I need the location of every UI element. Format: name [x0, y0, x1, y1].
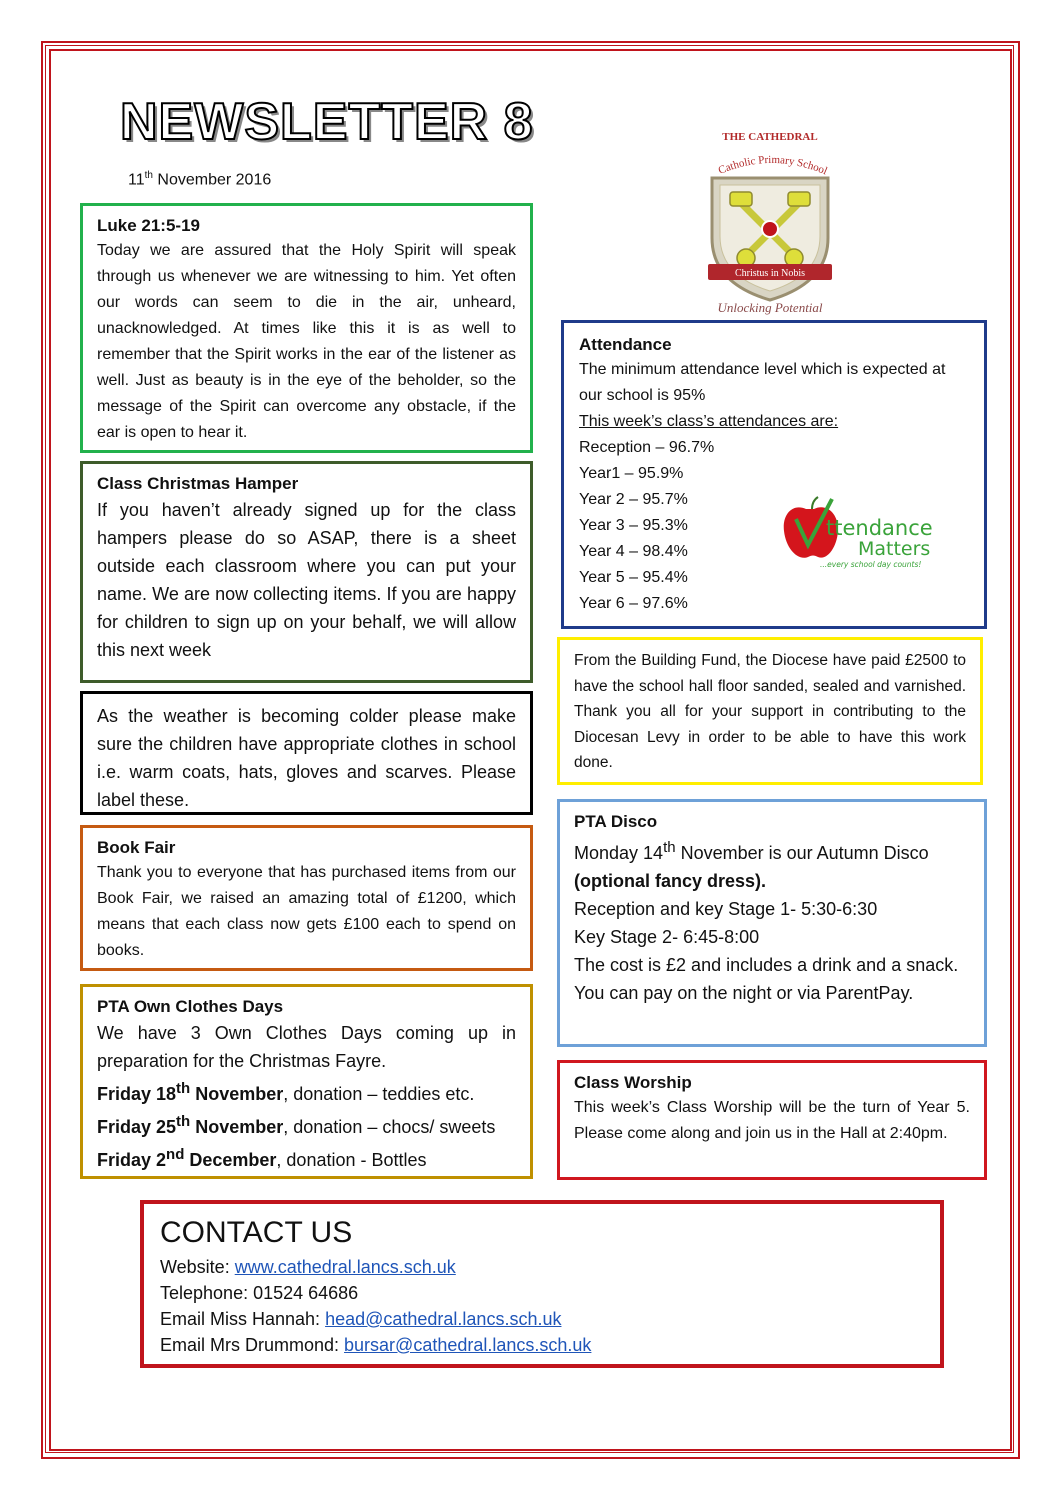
bursar-email-link[interactable]: bursar@cathedral.lancs.sch.uk	[344, 1335, 592, 1355]
attendance-logo-line2: Matters	[858, 538, 931, 560]
disco-line: (optional fancy dress).	[574, 871, 767, 891]
disco-line: Key Stage 2- 6:45-8:00	[574, 927, 760, 947]
luke-reading-box	[80, 203, 533, 453]
crest-banner-text: Christus in Nobis	[734, 268, 806, 279]
contact-box	[140, 1200, 944, 1368]
newsletter-date: 11th November 2016	[128, 170, 272, 189]
building-body: From the Building Fund, the Diocese have paid £2500 to have the school hall floor sanded, sealed and varnished. Thank you all for your support in contributing to the Diocesan Levy in order to be able to have this work done.	[574, 652, 966, 771]
clothes-intro: We have 3 Own Clothes Days coming up in preparation for the Christmas Fayre.	[97, 1023, 516, 1071]
attendance-row: Year 3 – 95.3%	[579, 517, 688, 534]
clothes-heading: PTA Own Clothes Days	[97, 997, 284, 1016]
attendance-row: Year 2 – 95.7%	[579, 491, 688, 508]
disco-line: You can pay on the night or via ParentPay.	[574, 983, 914, 1003]
worship-body: This week’s Class Worship will be the turn of Year 5. Please come along and join us in the Hall at 2:40pm.	[574, 1099, 970, 1142]
clothes-day: Friday 18th November, donation – teddies etc.	[97, 1080, 475, 1104]
attendance-row: Year 6 – 97.6%	[579, 595, 688, 612]
pta-disco-box	[557, 799, 987, 1047]
attendance-row: Year 4 – 98.4%	[579, 543, 688, 560]
contact-email2-line: Email Mrs Drummond: bursar@cathedral.lancs.sch.uk	[160, 1335, 592, 1355]
attendance-row: Year1 – 95.9%	[579, 465, 684, 482]
newsletter-title: NEWSLETTER 8	[120, 93, 534, 151]
bookfair-body: Thank you to everyone that has purchased items from our Book Fair, we raised an amazing total of £1200, which means that each class now gets £100 each to spend on books.	[97, 864, 516, 959]
attendance-row: Year 5 – 95.4%	[579, 569, 688, 586]
disco-line: Monday 14th November is our Autumn Disco	[574, 839, 929, 863]
crest-top-text: THE CATHEDRAL	[722, 131, 818, 143]
crest-arc-text: Catholic Primary School	[716, 153, 830, 178]
attendance-subheading: This week’s class’s attendances are:	[579, 413, 839, 430]
clothes-day: Friday 2nd December, donation - Bottles	[97, 1146, 427, 1170]
building-fund-box	[557, 637, 983, 785]
disco-line: Reception and key Stage 1- 5:30-6:30	[574, 899, 878, 919]
book-fair-box	[80, 825, 533, 971]
contact-website-line: Website: www.cathedral.lancs.sch.uk	[160, 1257, 456, 1277]
attendance-matters-logo	[782, 495, 944, 571]
worship-heading: Class Worship	[574, 1073, 692, 1092]
rose-icon	[762, 221, 778, 237]
weather-body: As the weather is becoming colder please make sure the children have appropriate clothes in school i.e. warm coats, hats, gloves and scarves. Please label these.	[97, 706, 516, 810]
bookfair-heading: Book Fair	[97, 838, 176, 857]
disco-heading: PTA Disco	[574, 812, 658, 831]
attendance-intro: The minimum attendance level which is expected at our school is 95%	[579, 361, 946, 404]
clothes-day: Friday 25th November, donation – chocs/ sweets	[97, 1113, 496, 1137]
class-worship-box	[557, 1060, 987, 1180]
hamper-body: If you haven’t already signed up for the class hampers please do so ASAP, there is a sheet outside each classroom where you can put your name. We are now collecting items. If you are happy for children to sign up on your behalf, we will allow this next week	[97, 500, 516, 660]
contact-telephone: Telephone: 01524 64686	[160, 1283, 359, 1303]
crest-motto: Unlocking Potential	[717, 300, 823, 315]
attendance-row: Reception – 96.7%	[579, 439, 715, 456]
disco-line: The cost is £2 and includes a drink and a snack.	[574, 955, 959, 975]
luke-body: Today we are assured that the Holy Spirit will speak through us whenever we are witnessing to him. Yet often our words can seem to die in the air, unheard, unacknowledged. At times like this it is as well to remember that the Spirit works in the ear of the listener as well. Just as beauty is in the eye of the beholder, so the message of the Spirit can overcome any obstacle, if the ear is open to hear it.	[97, 242, 516, 441]
school-crest-logo	[680, 128, 860, 318]
contact-email1-line: Email Miss Hannah: head@cathedral.lancs.sch.uk	[160, 1309, 562, 1329]
head-email-link[interactable]: head@cathedral.lancs.sch.uk	[325, 1309, 562, 1329]
attendance-heading: Attendance	[579, 335, 672, 354]
contact-heading: CONTACT US	[160, 1216, 353, 1249]
attendance-box	[561, 320, 987, 629]
luke-heading: Luke 21:5-19	[97, 216, 200, 235]
attendance-logo-line1: ttendance	[826, 516, 933, 540]
weather-box	[80, 691, 533, 815]
attendance-logo-tag: ...every school day counts!	[820, 560, 922, 569]
own-clothes-box	[80, 984, 533, 1179]
website-link[interactable]: www.cathedral.lancs.sch.uk	[234, 1257, 456, 1277]
hamper-heading: Class Christmas Hamper	[97, 474, 299, 493]
hamper-box	[80, 461, 533, 683]
